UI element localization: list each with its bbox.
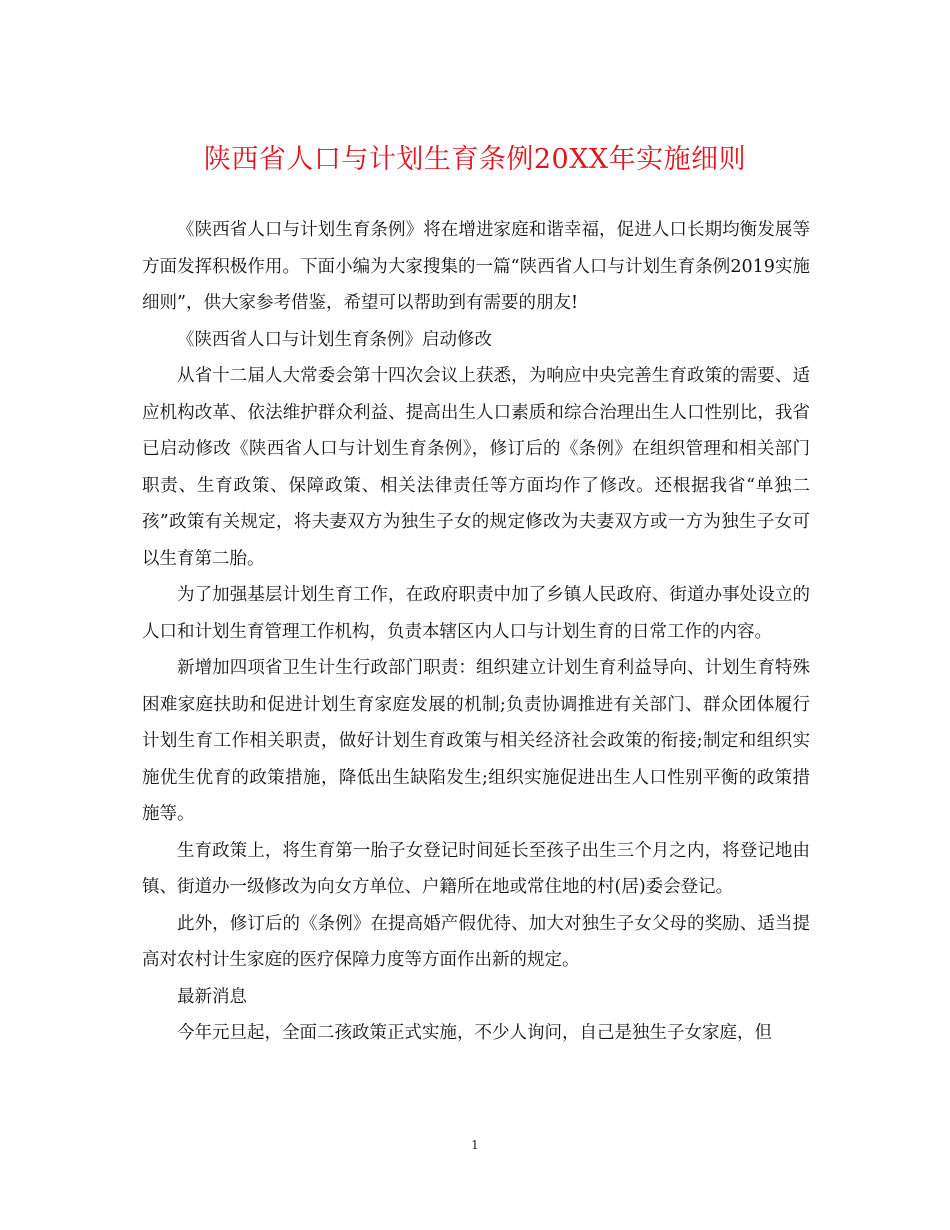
paragraph-grassroots-work: 为了加强基层计划生育工作，在政府职责中加了乡镇人民政府、街道办事处设立的人口和计划生育管理工作机构，负责本辖区内人口与计划生育的日常工作的内容。 [142, 585, 810, 642]
paragraph-latest-news: 今年元旦起，全面二孩政策正式实施，不少人询问，自己是独生子女家庭，但 [177, 1023, 772, 1043]
document-body [142, 212, 810, 1052]
paragraph-subheading-news: 最新消息 [177, 986, 247, 1007]
paragraph-new-duties: 新增加四项省卫生计生行政部门职责：组织建立计划生育利益导向、计划生育特殊困难家庭扶助和促进计划生育家庭发展的机制;负责协调推进有关部门、群众团体履行计划生育工作相关职责，做好计划生育政策与相关经济社会政策的衔接;制定和组织实施优生优育的政策措施，降低出生缺陷发生;组织实施促进出生人口性别平衡的政策措施等。 [142, 658, 810, 824]
paragraph-intro: 《陕西省人口与计划生育条例》将在增进家庭和谐幸福，促进人口长期均衡发展等方面发挥积极作用。下面小编为大家搜集的一篇“陕西省人口与计划生育条例2019实施细则”，供大家参考借鉴，希望可以帮助到有需要的朋友! [142, 220, 810, 313]
document-title: 陕西省人口与计划生育条例20XX年实施细则 [203, 144, 747, 175]
paragraph-birth-policy: 生育政策上，将生育第一胎子女登记时间延长至孩子出生三个月之内，将登记地由镇、街道办一级修改为向女方单位、户籍所在地或常住地的村(居)委会登记。 [142, 840, 810, 897]
paragraph-additional-rules: 此外，修订后的《条例》在提高婚产假优待、加大对独生子女父母的奖励、适当提高对农村计生家庭的医疗保障力度等方面作出新的规定。 [142, 913, 810, 970]
paragraph-subheading-revision: 《陕西省人口与计划生育条例》启动修改 [177, 329, 492, 350]
page-number: 1 [471, 1138, 479, 1152]
paragraph-revision-details: 从省十二届人大常委会第十四次会议上获悉，为响应中央完善生育政策的需要、适应机构改革、依法维护群众利益、提高出生人口素质和综合治理出生人口性别比，我省已启动修改《陕西省人口与计划生育条例》，修订后的《条例》在组织管理和相关部门职责、生育政策、保障政策、相关法律责任等方面均作了修改。还根据我省“单独二孩”政策有关规定，将夫妻双方为独生子女的规定修改为夫妻双方或一方为独生子女可以生育第二胎。 [142, 366, 810, 569]
